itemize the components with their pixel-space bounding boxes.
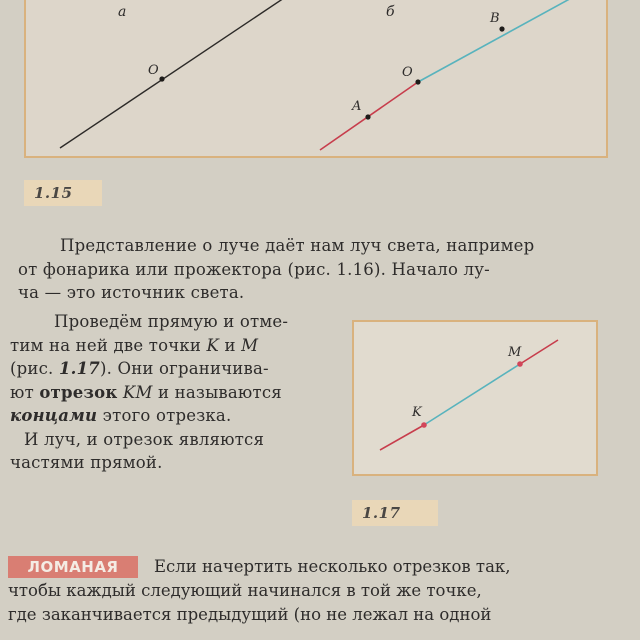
figure-1-17-drawing [354, 322, 600, 478]
text-run: (рис. [10, 359, 59, 378]
text-run: тим на ней две точки [10, 335, 207, 355]
paragraph2-line3 [10, 357, 288, 381]
paragraph-segment-definition [10, 310, 288, 475]
point-o-left-label: O [148, 63, 159, 78]
point-m-mention: M [241, 335, 259, 355]
paragraph1-line1: Представление о луче даёт нам луч света, например [60, 236, 535, 255]
figure-1-17 [352, 320, 598, 476]
figure-caption-1-17: 1.17 [352, 500, 438, 526]
point-k-label: K [412, 405, 422, 420]
point-m-label: M [508, 345, 522, 360]
point-o-right-dot [415, 79, 420, 84]
line-left-red [380, 425, 424, 450]
paragraph2-line6: И луч, и отрезок являются [24, 429, 265, 449]
segment-km-cyan [424, 364, 520, 425]
figure-caption-1-15: 1.15 [24, 180, 102, 206]
text-run: и [219, 335, 242, 355]
point-m-dot [517, 361, 523, 367]
paragraph3-line2: чтобы каждый следующий начинался в той же точке, [8, 581, 482, 600]
paragraph2-line1: Проведём прямую и отме- [54, 312, 289, 331]
text-run: этого отрезка. [97, 406, 232, 425]
line-right-red [520, 340, 558, 364]
figure-reference: 1.17 [58, 359, 100, 378]
paragraph3-line1: Если начертить несколько отрезков так, [154, 557, 511, 576]
bullet-icon [0, 428, 1, 447]
paragraph2-line4 [10, 381, 288, 405]
point-o-right-label: O [402, 65, 413, 80]
text-run: ). Они ограничива- [99, 359, 269, 378]
ray-black-line [60, 0, 296, 148]
segment-km-mention: KM [117, 382, 153, 402]
sub-figure-label-a: a [118, 4, 127, 20]
point-b-dot [499, 26, 504, 31]
point-k-dot [421, 422, 427, 428]
term-segment: отрезок [39, 382, 118, 402]
point-k-mention: K [206, 335, 220, 355]
figure-1-15-drawing [26, 0, 610, 160]
text-run: ют [10, 382, 40, 402]
paragraph1-line2: от фонарика или прожектора (рис. 1.16). Начало лу- [18, 259, 490, 279]
paragraph-ray-of-light [18, 234, 534, 305]
sub-figure-label-b: б [386, 4, 395, 20]
paragraph1-line3: ча — это источник света. [18, 283, 245, 302]
point-o-left-dot [159, 76, 164, 81]
ray-cyan-line [418, 0, 586, 82]
paragraph2-line7: частями прямой. [10, 453, 163, 472]
paragraph2-line2 [10, 334, 288, 358]
section-badge-polyline: ЛОМАНАЯ [8, 556, 138, 578]
point-a-dot [365, 114, 370, 119]
point-b-label: B [490, 11, 500, 26]
figure-1-15 [24, 0, 608, 158]
term-endpoints: концами [10, 406, 98, 425]
paragraph2-line5 [10, 404, 288, 428]
text-run: и называются [152, 382, 282, 402]
point-a-label: A [352, 99, 362, 114]
paragraph3-line3: где заканчивается предыдущий (но не лежал на одной [8, 605, 492, 624]
